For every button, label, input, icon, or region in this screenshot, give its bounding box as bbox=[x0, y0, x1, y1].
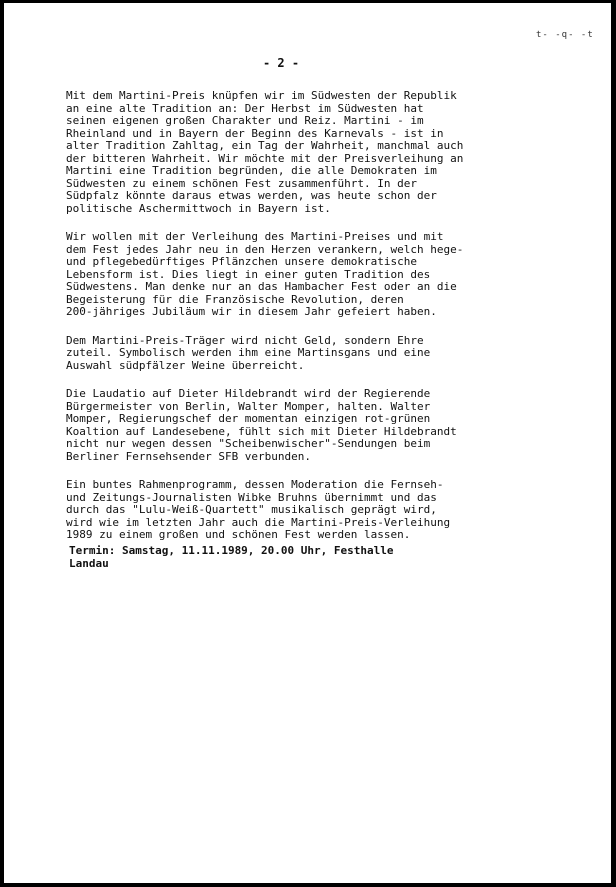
paragraph-program bbox=[66, 479, 506, 542]
text-line: nicht nur wegen dessen "Scheibenwischer"-Sendungen beim bbox=[66, 437, 431, 450]
text-line: Mit dem Martini-Preis knüpfen wir im Südwesten der Republik bbox=[66, 89, 457, 102]
text-line: Ein buntes Rahmenprogramm, dessen Moderation die Fernseh- bbox=[66, 478, 444, 491]
text-line: Momper, Regierungschef der momentan einzigen rot-grünen bbox=[66, 412, 431, 425]
event-date-block bbox=[69, 544, 394, 570]
text-line: Wir wollen mit der Verleihung des Martini-Preises und mit bbox=[66, 230, 444, 243]
text-line: Berliner Fernsehsender SFB verbunden. bbox=[66, 449, 312, 463]
text-line: Südwestens. Man denke nur an das Hambacher Fest oder an die bbox=[66, 280, 457, 293]
text-line: dem Fest jedes Jahr neu in den Herzen verankern, welch hege- bbox=[66, 242, 464, 256]
text-line: Begeisterung für die Französische Revolution, deren bbox=[66, 292, 404, 306]
text-line: Auswahl südpfälzer Weine überreicht. bbox=[66, 358, 305, 372]
text-line: durch das "Lulu-Weiß-Quartett" musikalisch geprägt wird, bbox=[66, 503, 437, 516]
text-line: alter Tradition Zahltag, ein Tag der Wahrheit, manchmal auch bbox=[66, 139, 464, 152]
paragraph-democratic-tradition bbox=[66, 231, 506, 319]
paragraph-martini-tradition bbox=[66, 90, 506, 215]
event-location-line: Landau bbox=[69, 557, 109, 570]
paragraph-prize-honor bbox=[66, 335, 506, 373]
text-line: zuteil. Symbolisch werden ihm eine Martinsgans und eine bbox=[66, 346, 431, 359]
text-line: Südwesten zu einem schönen Fest zusammenführt. In der bbox=[66, 176, 417, 190]
text-line: Rheinland und in Bayern der Beginn des Karnevals - ist in bbox=[66, 126, 444, 140]
text-line: 1989 zu einem großen und schönen Fest werden lassen. bbox=[66, 528, 411, 541]
text-line: Die Laudatio auf Dieter Hildebrandt wird der Regierende bbox=[66, 387, 431, 400]
event-date-line: Termin: Samstag, 11.11.1989, 20.00 Uhr, Festhalle bbox=[69, 544, 394, 557]
text-line: der bitteren Wahrheit. Wir möchte mit der Preisverleihung an bbox=[66, 151, 464, 165]
text-line: seinen eigenen großen Charakter und Reiz. Martini - im bbox=[66, 114, 424, 127]
text-line: Lebensform ist. Dies liegt in einer guten Tradition des bbox=[66, 267, 431, 281]
page-number: - 2 - bbox=[262, 56, 300, 70]
text-line: wird wie im letzten Jahr auch die Martini-Preis-Verleihung bbox=[66, 515, 451, 529]
text-line: und pflegebedürftiges Pflänzchen unsere demokratische bbox=[66, 255, 417, 268]
scan-mark: t- -q- -t bbox=[536, 30, 594, 40]
text-line: 200-jähriges Jubiläum wir in diesem Jahr gefeiert haben. bbox=[66, 305, 437, 318]
text-line: an eine alte Tradition an: Der Herbst im Südwesten hat bbox=[66, 101, 424, 115]
text-line: und Zeitungs-Journalisten Wibke Bruhns übernimmt und das bbox=[66, 490, 437, 504]
paragraph-laudatio bbox=[66, 388, 506, 463]
text-line: Koaltion auf Landesebene, fühlt sich mit Dieter Hildebrandt bbox=[66, 424, 457, 438]
text-line: Martini eine Tradition begründen, die alle Demokraten im bbox=[66, 164, 437, 177]
text-line: politische Aschermittwoch in Bayern ist. bbox=[66, 201, 331, 215]
text-line: Südpfalz könnte daraus etwas werden, was heute schon der bbox=[66, 189, 437, 202]
text-line: Dem Martini-Preis-Träger wird nicht Geld, sondern Ehre bbox=[66, 333, 424, 347]
document-body bbox=[66, 88, 506, 558]
text-line: Bürgermeister von Berlin, Walter Momper, halten. Walter bbox=[66, 399, 431, 413]
